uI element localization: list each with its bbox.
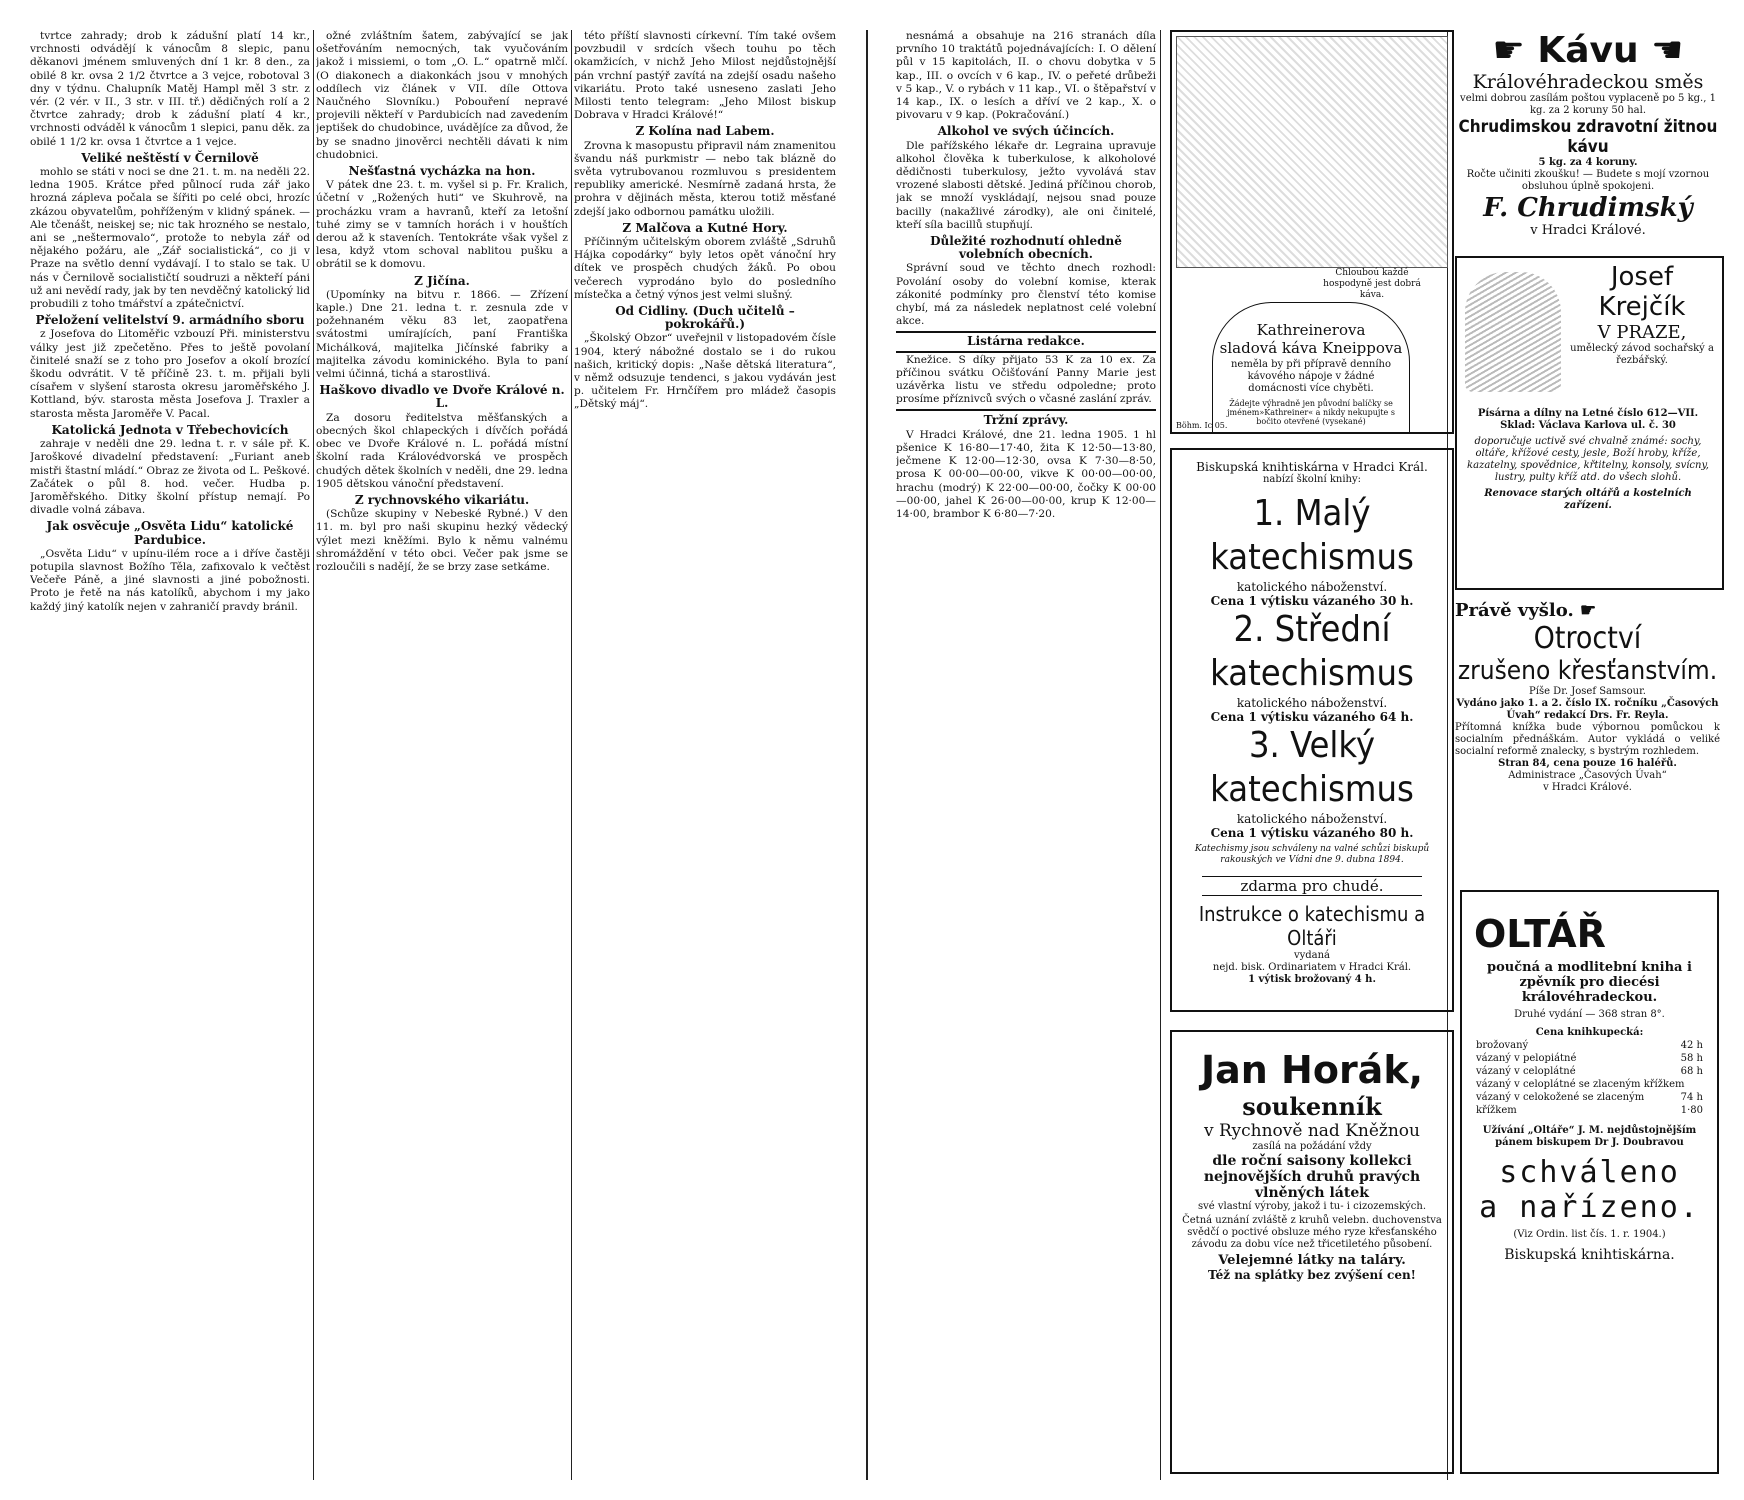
column-rule xyxy=(313,30,314,1480)
book-title: 1. Malý katechismus xyxy=(1210,493,1414,578)
ad-head: Právě vyšlo. xyxy=(1455,600,1574,621)
book-price: Cena 1 výtisku vázaného 64 h. xyxy=(1210,710,1414,724)
free-for-poor: zdarma pro chudé. xyxy=(1202,876,1422,896)
book-author: Píše Dr. Josef Samsour. xyxy=(1529,686,1646,697)
sculptor-last-name: Krejčík xyxy=(1598,292,1686,322)
book-price: Cena 1 výtisku vázaného 30 h. xyxy=(1210,594,1414,608)
article-text: tvrtce zahrady; drob k zádušní platí 14 kr., vrchnosti odvádějí k vánocům 8 slepic, panu děkanovi jménem smluvených dní 1 kr. 8 den., za obilé 8 kr. ovsa 2 1/2 čtvrtce a 3 vejce, robotoval 3 dny v týdnu. Chalupník Matěj Hampl měl 3 str. z vér. (2 vér. v II., 3 str. v III. tř.) dědičných rolí a 2 čtvrtce zahrady; drob k zádušní platí 4 kr., vrchnosti odváděl k vánocům 1 slepici, panu děk. za obilé 1 1/2 kr. ovsa 1 čtvrtce a 1 vejce. xyxy=(30,30,310,148)
caption: Chlouboú každé hospodyně jest dobrá káva. xyxy=(1323,268,1421,300)
ad-line: Královéhradeckou směs xyxy=(1472,71,1704,93)
book-title: 3. Velký katechismus xyxy=(1210,725,1414,810)
product-list: doporučuje uctivě své chvalně známé: sochy, oltáře, křížové cesty, jesle, Boží hroby, kříže, kazatelny, spovědnice, křtitelny, konsoly, svícny, lustry, pulty kříž atd. do všech slohů. xyxy=(1467,436,1709,483)
ad-footer: Böhm. Ic 05. xyxy=(1176,421,1228,430)
sculptor-ad xyxy=(1455,256,1724,590)
article-heading: Z rychnovského vikariátu. xyxy=(354,492,530,507)
price-row: brožovaný 42 h xyxy=(1476,1040,1703,1051)
article-text: zahraje v neděli dne 29. ledna t. r. v sále př. K. Jaroškové divadelní představení: „Furiant aneb mistři štastní mládí.“ Obraz ze života od L. Peškové. Začátek o půl 8. hod. večer. Hudba p. Jaroměřského. Ditky školní přístup nemají. Po divadle volná zábava. xyxy=(30,438,310,517)
ad-title: Kávu xyxy=(1537,30,1639,71)
sculpture-illustration xyxy=(1465,272,1561,392)
approved-line-2: a nařízeno. xyxy=(1479,1190,1700,1225)
prices-head: Cena knihkupecká: xyxy=(1535,1027,1644,1038)
publisher: Biskupská knihtiskárna. xyxy=(1504,1247,1675,1263)
article-heading: Jak osvěcuje „Osvěta Lidu“ katolické Pardubice. xyxy=(46,519,294,547)
pointing-hand-icon: ☚ xyxy=(1638,30,1684,71)
article-heading: Přeložení velitelství 9. armádního sboru xyxy=(35,313,305,328)
article-text: nesnámá a obsahuje na 216 stranách díla prvního 10 traktátů pojednávajících: I. O dělení půl v 15 kapitolách, II. o chovu dobytka v 5 kap., III. o ovcích v 6 kap., IV. o peřeté drůbeži v 5 kap., V. o rybách v 11 kap., VI. o štěpařství v 14 kap., IX. o lesích a dříví ve 2 kap., X. o pivovaru v 9 kap. (Pokračování.) xyxy=(896,30,1156,122)
book-desc: Přítomná knížka bude výbornou pomůckou k socialním přednáškám. Autor vykládá o veliké socialní reformě znalecky, s bystrým rozhledem. xyxy=(1455,722,1720,757)
ad-line: Též na splátky bez zvýšení cen! xyxy=(1208,1268,1416,1282)
price-row: vázaný v celokožené se zlaceným křížkem 1·80 xyxy=(1476,1092,1703,1116)
address-line: Sklad: Václava Karlova ul. č. 30 xyxy=(1500,420,1676,431)
merchant-place: v Rychnově nad Kněžnou xyxy=(1203,1121,1420,1141)
ad-header: Biskupská knihtiskárna v Hradci Král. xyxy=(1196,460,1428,474)
article-text: Za dosoru ředitelstva měšťanských a obecných škol chlapeckých i dívčích pořádá obec ve Dvoře Králové n. L. pořádá místní školní rada Královédvorská ve prospěch chudých dětek školních v neděli, dne 29. ledna 1905 dětskou vánoční představení. xyxy=(316,411,568,490)
instruction-title: Instrukce o katechismu a Oltáři xyxy=(1198,902,1426,950)
book-title: Otroctví xyxy=(1533,621,1642,656)
book-publisher: Vydáno jako 1. a 2. číslo IX. ročníku „Časových Úvah“ redakcí Drs. Fr. Reyla. xyxy=(1456,698,1719,721)
article-heading: Od Cidliny. (Duch učitelů – pokrokářů.) xyxy=(615,304,795,332)
ad-line: 5 kg. za 4 koruny. xyxy=(1538,157,1638,168)
ad-line: velmi dobrou zasílám poštou vyplaceně po 5 kg., 1 kg. za 2 koruny 50 hal. xyxy=(1460,93,1716,116)
admin-line: Administrace „Časových Úvah“ xyxy=(1508,770,1667,781)
column-rule xyxy=(1160,30,1161,1480)
article-heading: Listárna redakce. xyxy=(896,331,1156,352)
article-text: Příčinným učitelským oborem zvláště „Sdruhů Hájka copodárky“ byly letos opět vánoční hry dítek ve prospěch chudých žáků. Po obou večerech vyprodáno bylo do posledního místečka a četný výnos jest velmi slušný. xyxy=(574,236,836,301)
ad-line: své vlastní výroby, jakož i tu- i cizozemských. xyxy=(1197,1201,1426,1212)
merchant-place: v Hradci Králové. xyxy=(1530,223,1646,238)
article-text: mohlo se státi v noci se dne 21. t. m. na neděli 22. ledna 1905. Krátce před půlnocí ruda zář jako hrozná zápleva počala se šířiti po celé obci, hrozíc zkázou obyvatelům, pohříženým v klidný spánek. — Ale tčenášt, neiskej se; nic tak hrozného se nestalo, ani se „neštermovalo“, protože to nebyla zář od nějakého požáru, ale „Zář socialistická“, co ji v Praze na světlo denní vydávají. I to stalo se tak. U nás v Černilově socialističtí soudruzi a někteří páni už ani nevědí rady, jak by ten nevděčný katolický lid probudili z toho tmářství a zpátečnictví. xyxy=(30,166,310,311)
article-heading: Tržní zprávy. xyxy=(896,409,1156,427)
book-title: OLTÁŘ xyxy=(1474,912,1606,956)
instruction-price: 1 výtisk brožovaný 4 h. xyxy=(1248,974,1376,985)
pointing-hand-icon: ☛ xyxy=(1573,600,1597,621)
ad-line: Chrudimskou zdravotní žitnou kávu xyxy=(1458,117,1718,157)
approval-note: Katechismy jsou schváleny na valné schůzi biskupů rakouských ve Vídni dne 9. dubna 1894. xyxy=(1194,844,1430,865)
article-column-1 xyxy=(30,30,310,1475)
pointing-hand-icon: ☛ xyxy=(1492,30,1538,71)
book-title-2: zrušeno křesťanstvím. xyxy=(1457,656,1718,686)
column-rule xyxy=(866,30,868,1480)
usage-note: Užívání „Oltáře“ J. M. nejdůstojnějším pánem biskupem Dr J. Doubravou xyxy=(1482,1125,1697,1148)
product-name-2: sladová káva Kneippova xyxy=(1219,339,1403,357)
article-heading: Z Jičína. xyxy=(414,273,470,288)
ad-line: Četná uznání zvláště z kruhů velebn. duchovenstva svědčí o poctivé obsluze mého ryze křesťanského závodu za dobu více než třicetiletého působení. xyxy=(1182,1215,1442,1250)
ad-line: Ročte učiniti zkoušku! — Budete s mojí vzornou obsluhou úplně spokojeni. xyxy=(1466,169,1710,192)
article-text: „Školský Obzor“ uveřejnil v listopadovém čísle 1904, který nábožné dostalo se i do rukou našich, kritický dopis: „Naše dětská literatura“, v němž odsuzuje tendenci, s jakou vydáván jest p. učitelem Fr. Hrnčířem pro mládež časopis „Dětský máj“. xyxy=(574,332,836,411)
approved-line: schváleno xyxy=(1499,1155,1680,1190)
sculptor-city: V PRAZE, xyxy=(1597,322,1687,343)
book-price: Cena 1 výtisku vázaného 80 h. xyxy=(1210,826,1414,840)
article-text: Dle pařížského lékaře dr. Legraina upravuje alkohol člověka k tuberkulose, k alkoholové dědičnosti tuberkulosy, ježto vyvolává stav vrozené slabosti dětské. Jediná příčinou chorob, jak se množí vyskládají, nejsou snad pouze bacilly (nakažlivé zárodky), ale oni činitelé, kteří síla bacillů stupňují. xyxy=(896,139,1156,231)
instruction-sub: vydaná xyxy=(1293,950,1331,961)
article-text: z Josefova do Litoměřic vzbouzí Při. ministerstvu války jest již zpečetěno. Přes to ještě povolaní činitelé snaží se z toho pro Josefov a okolí brozící škodu odvrátit. V tě příčině 23. t. m. přijali byli císařem v slyšení starosta okresu jaroměřského J. Kottland, býv. starosta města Josefova J. Traxler a starosta města Jaroměře V. Pacal. xyxy=(30,328,310,420)
article-heading: Katolická Jednota v Třebechovicích xyxy=(51,422,289,437)
article-heading: Z Malčova a Kutné Hory. xyxy=(622,220,788,235)
coffee-merchant-ad xyxy=(1452,30,1724,250)
article-text: (Schůze skupiny v Nebeské Rybné.) V den 11. m. byl pro naši skupinu hezký vědecký výlet mezi kněžími. Bylo k němu valnému shromáždění v této obci. Večer pak jsme se rozloučili s nadějí, že se brzy zase setkáme. xyxy=(316,508,568,573)
article-column-4 xyxy=(896,30,1156,1475)
column-rule xyxy=(571,30,572,1480)
article-text: Správní soud ve těchto dnech rozhodl: Povolání osoby do volební komise, kterak zákonité podmínky pro členství této komise chybí, má za následek neplatnost celé volební akce. xyxy=(896,262,1156,328)
product-note: Žádejte výhradně jen původní balíčky se jménem»Kathreiner« a nikdy nekupujte s bočito otevřené (vysekané) xyxy=(1227,399,1395,426)
book-sub: katolického náboženství. xyxy=(1236,580,1388,594)
article-text: „Osvěta Lidu“ v upínu-ilém roce a i dříve častěji potupila slavnost Božího Těla, zafixovalo k večtěst Večeře Páně, a jiné slavnosti a jiné pobožnosti. Proto je řetě na nás katolíků, abychom i my jako každý jiný katolík nejen v zahraničí pravdy bránil. xyxy=(30,547,310,613)
slavery-book-ad xyxy=(1455,600,1720,870)
ad-footer: Renovace starých oltářů a kostelních zařízení. xyxy=(1484,488,1692,511)
product-text: neměla by při přípravě denního kávového nápoje v žádné domácnosti více chyběti. xyxy=(1230,359,1391,394)
article-text: (Upomínky na bitvu r. 1866. — Zřízení kaple.) Dne 21. ledna t. r. zesnula zde v požehnaném věku 83 let, zaopatřena svátostmi umírajících, paní Františka Michálková, majitelka Jičínské fabriky a majitelka závodu kominického. Byla to paní velmi účinná, tichá a starostlivá. xyxy=(316,288,568,381)
catechism-ad xyxy=(1170,448,1454,1012)
article-heading: Nešťastná vycházka na hon. xyxy=(348,164,536,179)
merchant-name: F. Chrudimský xyxy=(1483,193,1693,223)
article-heading: Haškovo divadlo ve Dvoře Králové n. L. xyxy=(319,383,565,411)
price-row: vázaný v pelopiátné 58 h xyxy=(1476,1053,1703,1064)
book-sub: katolického náboženství. xyxy=(1236,812,1388,826)
product-name: Kathreinerova xyxy=(1256,321,1366,339)
sculptor-first-name: Josef xyxy=(1610,262,1674,292)
book-sub: poučná a modlitební kniha i zpěvník pro diecési královéhradeckou. xyxy=(1487,960,1692,1005)
merchant-name: Jan Horák, xyxy=(1200,1048,1424,1092)
article-heading: Veliké neštěstí v Černilově xyxy=(81,150,259,165)
article-text: ožné zvláštním šatem, zabývající se jak ošetřováním nemocných, tak vyučováním jakož i missiemi, o tom „O. L.“ opatrně mlčí. (O diakonech a diakonkách jsou v mnohých oddílech viz článek v VII. díle Ottova Naučného Slovníku.) Pobouření nepravé projevili někteří v Pardubicích nad zavedením jeptišek do chudobince, uvádějíce za důvod, že by se snadno jinověrci nechtěli dávati k nim chudobnici. xyxy=(316,30,568,161)
horak-clothier-ad xyxy=(1170,1030,1454,1474)
ad-line: Velejemné látky na taláry. xyxy=(1218,1253,1406,1268)
ad-subheader: nabízí školní knihy: xyxy=(1262,474,1362,485)
article-text: V Hradci Králové, dne 21. ledna 1905. 1 hl pšenice K 16·80—17·40, žita K 12·50—13·80, ječmene K 12·00—12·30, ovsa K 7·30—8·50, prosa K 00·00—00·00, vikve K 00·00—00·00, hrachu (modrý) K 22·00—00·00, čočky K 00·00—00·00, jahel K 26·00—00·00, krup K 12·00—14·00, brambor K 6·80—7·20. xyxy=(896,428,1156,520)
book-sub: katolického náboženství. xyxy=(1236,696,1388,710)
book-title: 2. Střední katechismus xyxy=(1210,609,1414,694)
merchant-trade: soukenník xyxy=(1242,1092,1382,1121)
children-illustration xyxy=(1176,36,1448,268)
ad-line: zasílá na požádání vždy xyxy=(1252,1141,1372,1152)
article-text: Knežice. S díky přijato 53 K za 10 ex. Za příčinou svátku Očišťování Panny Marie jest uzávěrka listu ve středu odpoledne; proto prosíme příznivců svých o včasné zaslání zpráv. xyxy=(896,353,1156,406)
sculptor-desc: umělecký závod sochařský a řezbářský. xyxy=(1570,343,1714,366)
article-text: V pátek dne 23. t. m. vyšel si p. Fr. Kralich, účetní v „Rožených huti“ ve Skuhrově, na procházku vram a havranů, kteří za letošní tuhé zimy se v tamních horách i v houštích derou až k staveních. Tentokráte však vyšel z lesa, když vtom schoval nablitou pušku a obrátil se k domovu. xyxy=(316,179,568,271)
article-text: této příští slavnosti církevní. Tím také ovšem povzbudil v srdcích všech touhu po těch okamžicích, v nichž Jeho Milost nejdůstojnější pán vrchní pastýř zavítá na zdejší osadu našeho vikariátu. Proto také usneseno zaslati Jeho Milosti tento telegram: „Jeho Milost biskup Dobrava v Hradci Králové!“ xyxy=(574,30,836,122)
price-row: vázaný v celoplátné 68 h xyxy=(1476,1066,1703,1077)
ordinance-ref: (Viz Ordin. list čís. 1. r. 1904.) xyxy=(1513,1229,1666,1240)
admin-line: v Hradci Králové. xyxy=(1543,782,1632,793)
book-edition: Druhé vydání — 368 stran 8°. xyxy=(1514,1009,1665,1020)
article-column-2 xyxy=(316,30,568,1475)
book-price: Stran 84, cena pouze 16 haléřů. xyxy=(1498,758,1677,769)
ad-line: dle roční saisony kollekci nejnovějších druhů pravých vlněných látek xyxy=(1203,1153,1421,1201)
oltar-book-ad xyxy=(1460,890,1719,1474)
address-line: Písárna a dílny na Letné číslo 612—VII. xyxy=(1477,408,1699,419)
instruction-by: nejd. bisk. Ordinariatem v Hradci Král. xyxy=(1212,962,1412,973)
article-text: Zrovna k masopustu připravil nám znamenitou švandu náš purkmistr — nebo tak blázně do světa vytrubovanou rozmluvou s presidentem republiky americké. Nesmírně zadaná hrsta, že prohra v dějinách města, kterou totiž měsťané zdejší jako odbornou památku uložili. xyxy=(574,139,836,218)
article-heading: Z Kolína nad Labem. xyxy=(635,124,775,139)
price-row: vázaný v celoplátné se zlaceným křížkem 74 h xyxy=(1476,1079,1703,1103)
article-heading: Důležité rozhodnutí ohledně volebních obecních. xyxy=(930,234,1122,262)
article-heading: Alkohol ve svých účincích. xyxy=(937,124,1115,139)
kathreiner-coffee-ad xyxy=(1170,30,1454,434)
article-column-3 xyxy=(574,30,836,1475)
